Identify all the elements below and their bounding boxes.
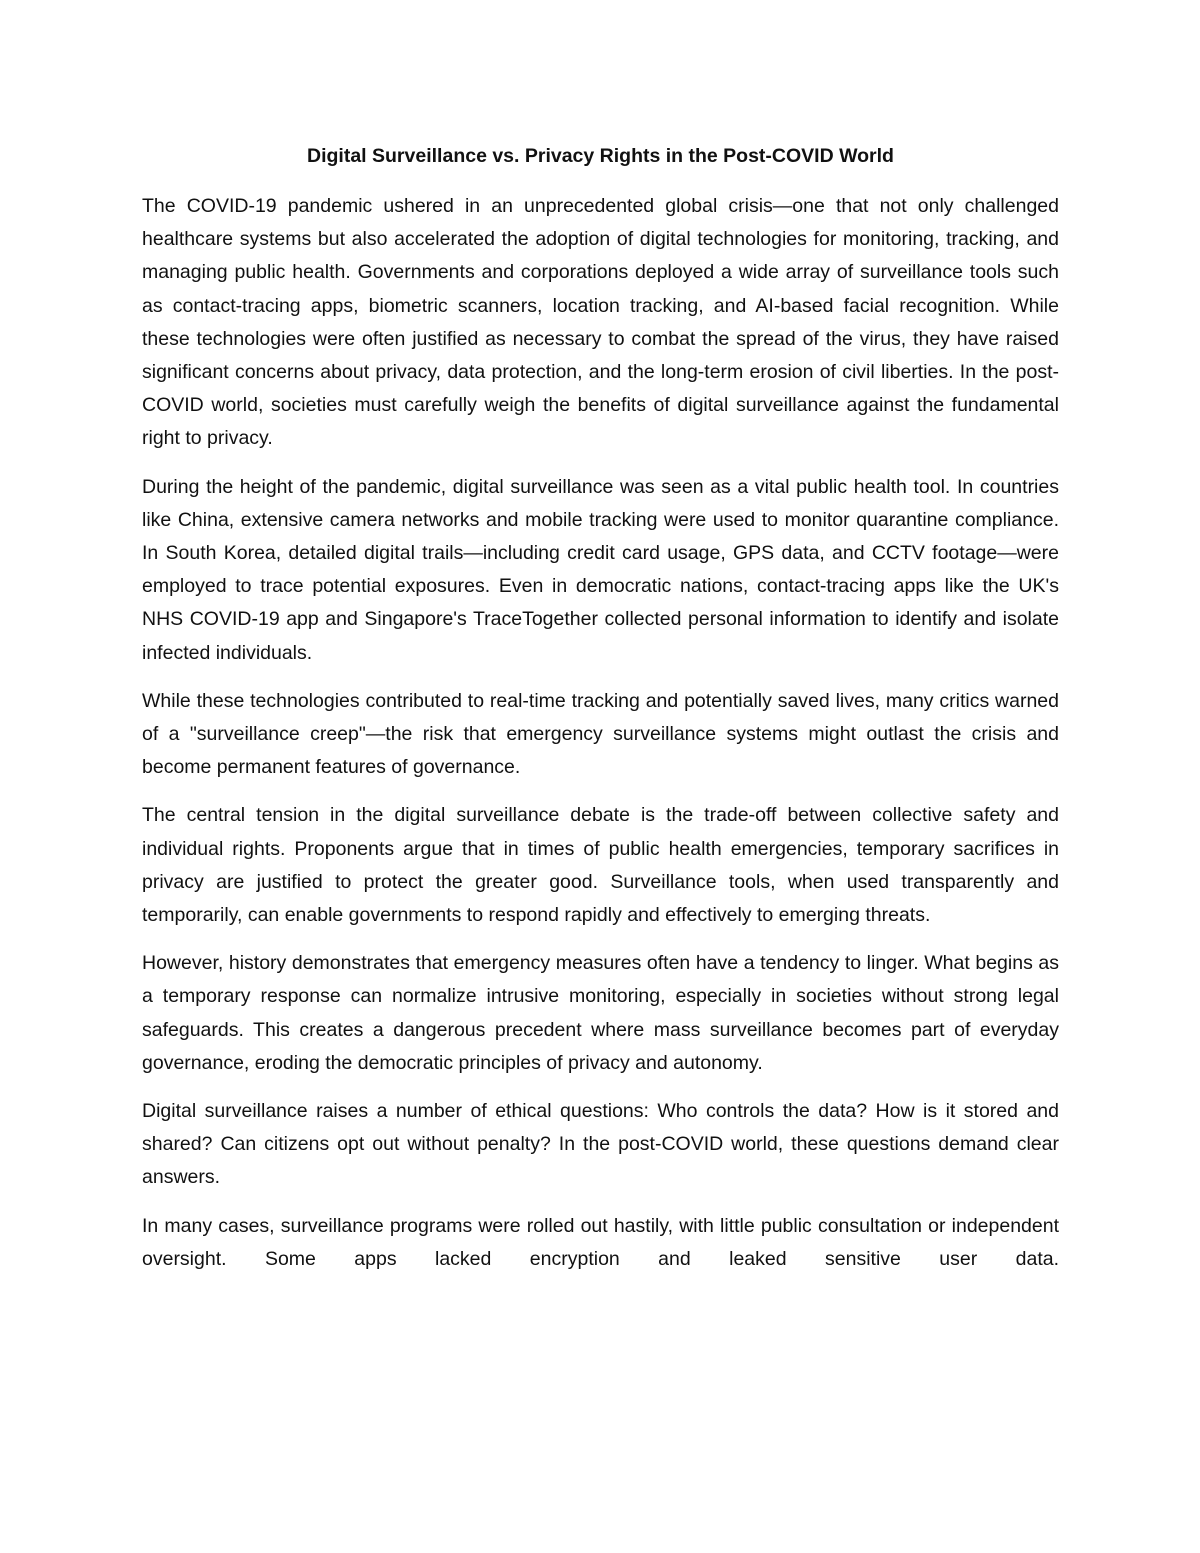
document-body bbox=[142, 142, 1059, 1276]
document-title: Digital Surveillance vs. Privacy Rights in the Post-COVID World bbox=[307, 145, 894, 167]
paragraph-oversight: In many cases, surveillance programs were rolled out hastily, with little public consultation or independent oversight. Some apps lacked encryption and leaked sensitive user data. bbox=[142, 1214, 1059, 1270]
paragraph-introduction: The COVID-19 pandemic ushered in an unprecedented global crisis—one that not only challenged healthcare systems but also accelerated the adoption of digital technologies for monitoring, tracking, and managing public health. Governments and corporations deployed a wide array of surveillance tools such as contact-tracing apps, biometric scanners, location tracking, and AI-based facial recognition. While these technologies were often justified as necessary to combat the spread of the virus, they have raised significant concerns about privacy, data protection, and the long-term erosion of civil liberties. In the post-COVID world, societies must carefully weigh the benefits of digital surveillance against the fundamental right to privacy. bbox=[142, 195, 1059, 450]
paragraph-emergency-measures: However, history demonstrates that emergency measures often have a tendency to linger. What begins as a temporary response can normalize intrusive monitoring, especially in societies without strong legal safeguards. This creates a dangerous precedent where mass surveillance becomes part of everyday governance, eroding the democratic principles of privacy and autonomy. bbox=[142, 952, 1059, 1074]
paragraph-pandemic-surveillance: During the height of the pandemic, digital surveillance was seen as a vital public health tool. In countries like China, extensive camera networks and mobile tracking were used to monitor quarantine compliance. In South Korea, detailed digital trails—including credit card usage, GPS data, and CCTV footage—were employed to trace potential exposures. Even in democratic nations, contact-tracing apps like the UK's NHS COVID-19 app and Singapore's TraceTogether collected personal information to identify and isolate infected individuals. bbox=[142, 475, 1059, 664]
paragraph-ethical-questions: Digital surveillance raises a number of ethical questions: Who controls the data? How is it stored and shared? Can citizens opt out without penalty? In the post-COVID world, these questions demand clear answers. bbox=[142, 1100, 1059, 1189]
paragraph-central-tension: The central tension in the digital surveillance debate is the trade-off between collective safety and individual rights. Proponents argue that in times of public health emergencies, temporary sacrifices in privacy are justified to protect the greater good. Surveillance tools, when used transparently and temporarily, can enable governments to respond rapidly and effectively to emerging threats. bbox=[142, 804, 1059, 927]
paragraph-surveillance-creep: While these technologies contributed to real-time tracking and potentially saved lives, many critics warned of a "surveillance creep"—the risk that emergency surveillance systems might outlast the crisis and become permanent features of governance. bbox=[142, 689, 1059, 779]
